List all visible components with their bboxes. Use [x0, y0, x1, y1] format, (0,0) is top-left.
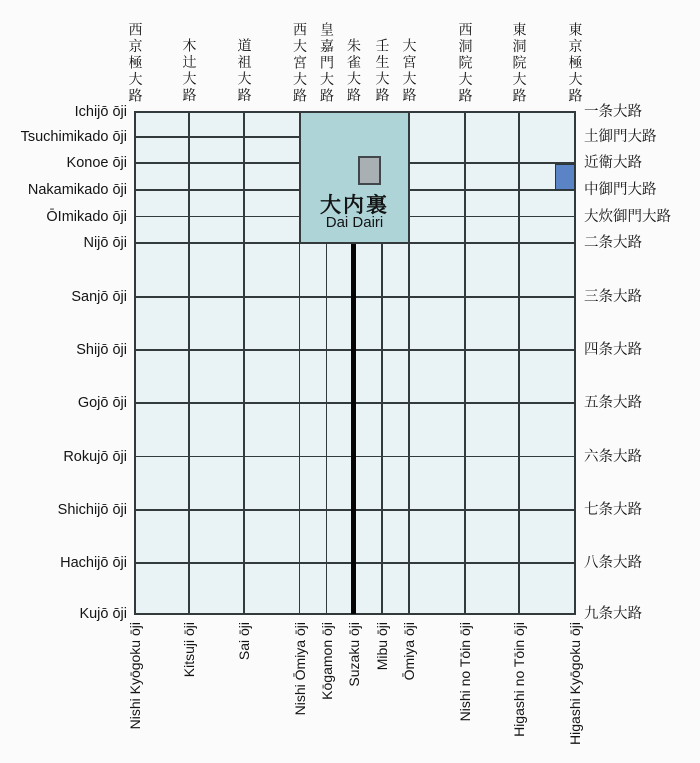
right-label-nijo-oji: 二条大路 [584, 235, 642, 251]
bottom-label-higashi-no-toin-oji: Higashi no Tōin ōji [511, 622, 527, 737]
street-line-konoe-oji [135, 162, 300, 164]
bottom-label-mibu-oji: Mibu ōji [374, 622, 390, 671]
right-label-sanjo-oji: 三条大路 [584, 289, 642, 305]
right-label-shijo-oji: 四条大路 [584, 342, 642, 358]
street-line-sai-oji [243, 112, 245, 614]
right-label-ichijo-oji: 一条大路 [584, 104, 642, 120]
right-label-tsuchimikado-oji: 土御門大路 [584, 129, 657, 145]
highlight-marker-square [555, 164, 575, 190]
bottom-label-nishi-kyogoku-oji: Nishi Kyōgoku ōji [127, 622, 143, 730]
right-label-shichijo-oji: 七条大路 [584, 502, 642, 518]
right-label-rokujo-oji: 六条大路 [584, 448, 642, 465]
left-label-oimikado-oji: ŌImikado ōji [46, 208, 127, 225]
left-label-nijo-oji: Nijō ōji [83, 235, 127, 251]
top-label-higashi-no-toin-oji: 東洞院大路 [511, 21, 528, 104]
right-label-kujo-oji: 九条大路 [584, 606, 642, 622]
top-label-suzaku-oji: 朱雀大路 [346, 38, 362, 104]
top-label-nishi-no-toin-oji: 西洞院大路 [457, 21, 474, 104]
right-label-hachijo-oji: 八条大路 [584, 555, 642, 571]
bottom-label-nishi-omiya-oji: Nishi Ōmiya ōji [291, 622, 308, 716]
left-label-shijo-oji: Shijō ōji [76, 342, 127, 358]
bottom-label-kitsuji-oji: Kitsuji ōji [181, 622, 197, 678]
left-label-ichijo-oji: Ichijō ōji [74, 104, 127, 120]
bottom-label-omiya-oji: Ōmiya ōji [401, 622, 417, 681]
street-line-nakamikado-oji [135, 189, 300, 191]
right-label-gojo-oji: 五条大路 [584, 395, 642, 411]
street-line-nakamikado-oji [409, 189, 575, 191]
inner-palace-square [358, 156, 381, 185]
bottom-label-kogamon-oji: Kōgamon ōji [318, 622, 335, 700]
top-label-nishi-omiya-oji: 西大宮大路 [292, 21, 308, 104]
top-label-kitsuji-oji: 木辻大路 [181, 38, 198, 104]
street-line-tsuchimikado-oji [135, 136, 300, 138]
left-label-shichijo-oji: Shichijō ōji [57, 502, 127, 518]
bottom-label-suzaku-oji: Suzaku ōji [345, 622, 362, 687]
top-label-sai-oji: 道祖大路 [236, 38, 253, 104]
top-label-nishi-kyogoku-oji: 西京極大路 [127, 21, 144, 104]
left-label-konoe-oji: Konoe ōji [66, 155, 127, 171]
street-line-mibu-oji [381, 243, 383, 614]
left-label-hachijo-oji: Hachijō ōji [60, 555, 127, 571]
street-line-kitsuji-oji [188, 112, 190, 614]
right-label-konoe-oji: 近衛大路 [584, 155, 642, 171]
street-line-nishi-no-toin-oji [464, 112, 466, 614]
left-label-sanjo-oji: Sanjō ōji [71, 289, 127, 305]
bottom-label-higashi-kyogoku-oji: Higashi Kyōgoku ōji [567, 622, 583, 745]
bottom-label-nishi-no-toin-oji: Nishi no Tōin ōji [457, 622, 473, 722]
top-label-omiya-oji: 大宮大路 [401, 38, 418, 104]
street-line-konoe-oji [409, 162, 575, 164]
street-line-suzaku-oji [351, 243, 356, 614]
palace-name-kanji: 大内裏 [320, 194, 389, 217]
left-label-gojo-oji: Gojō ōji [77, 395, 127, 411]
top-label-higashi-kyogoku-oji: 東京極大路 [567, 21, 584, 104]
left-label-tsuchimikado-oji: Tsuchimikado ōji [20, 129, 127, 145]
right-label-oimikado-oji: 大炊御門大路 [584, 208, 671, 225]
top-label-kogamon-oji: 皇嘉門大路 [319, 21, 335, 104]
street-line-kogamon-oji [326, 243, 328, 614]
street-line-oimikado-oji [135, 216, 300, 218]
right-label-nakamikado-oji: 中御門大路 [584, 182, 657, 198]
street-line-oimikado-oji [409, 216, 575, 218]
street-line-higashi-no-toin-oji [518, 112, 520, 614]
palace-name-romaji: Dai Dairi [325, 214, 384, 231]
bottom-label-sai-oji: Sai ōji [236, 622, 252, 661]
left-label-kujo-oji: Kujō ōji [79, 606, 127, 622]
left-label-nakamikado-oji: Nakamikado ōji [27, 182, 127, 198]
left-label-rokujo-oji: Rokujō ōji [63, 448, 127, 465]
top-label-mibu-oji: 壬生大路 [374, 38, 391, 104]
